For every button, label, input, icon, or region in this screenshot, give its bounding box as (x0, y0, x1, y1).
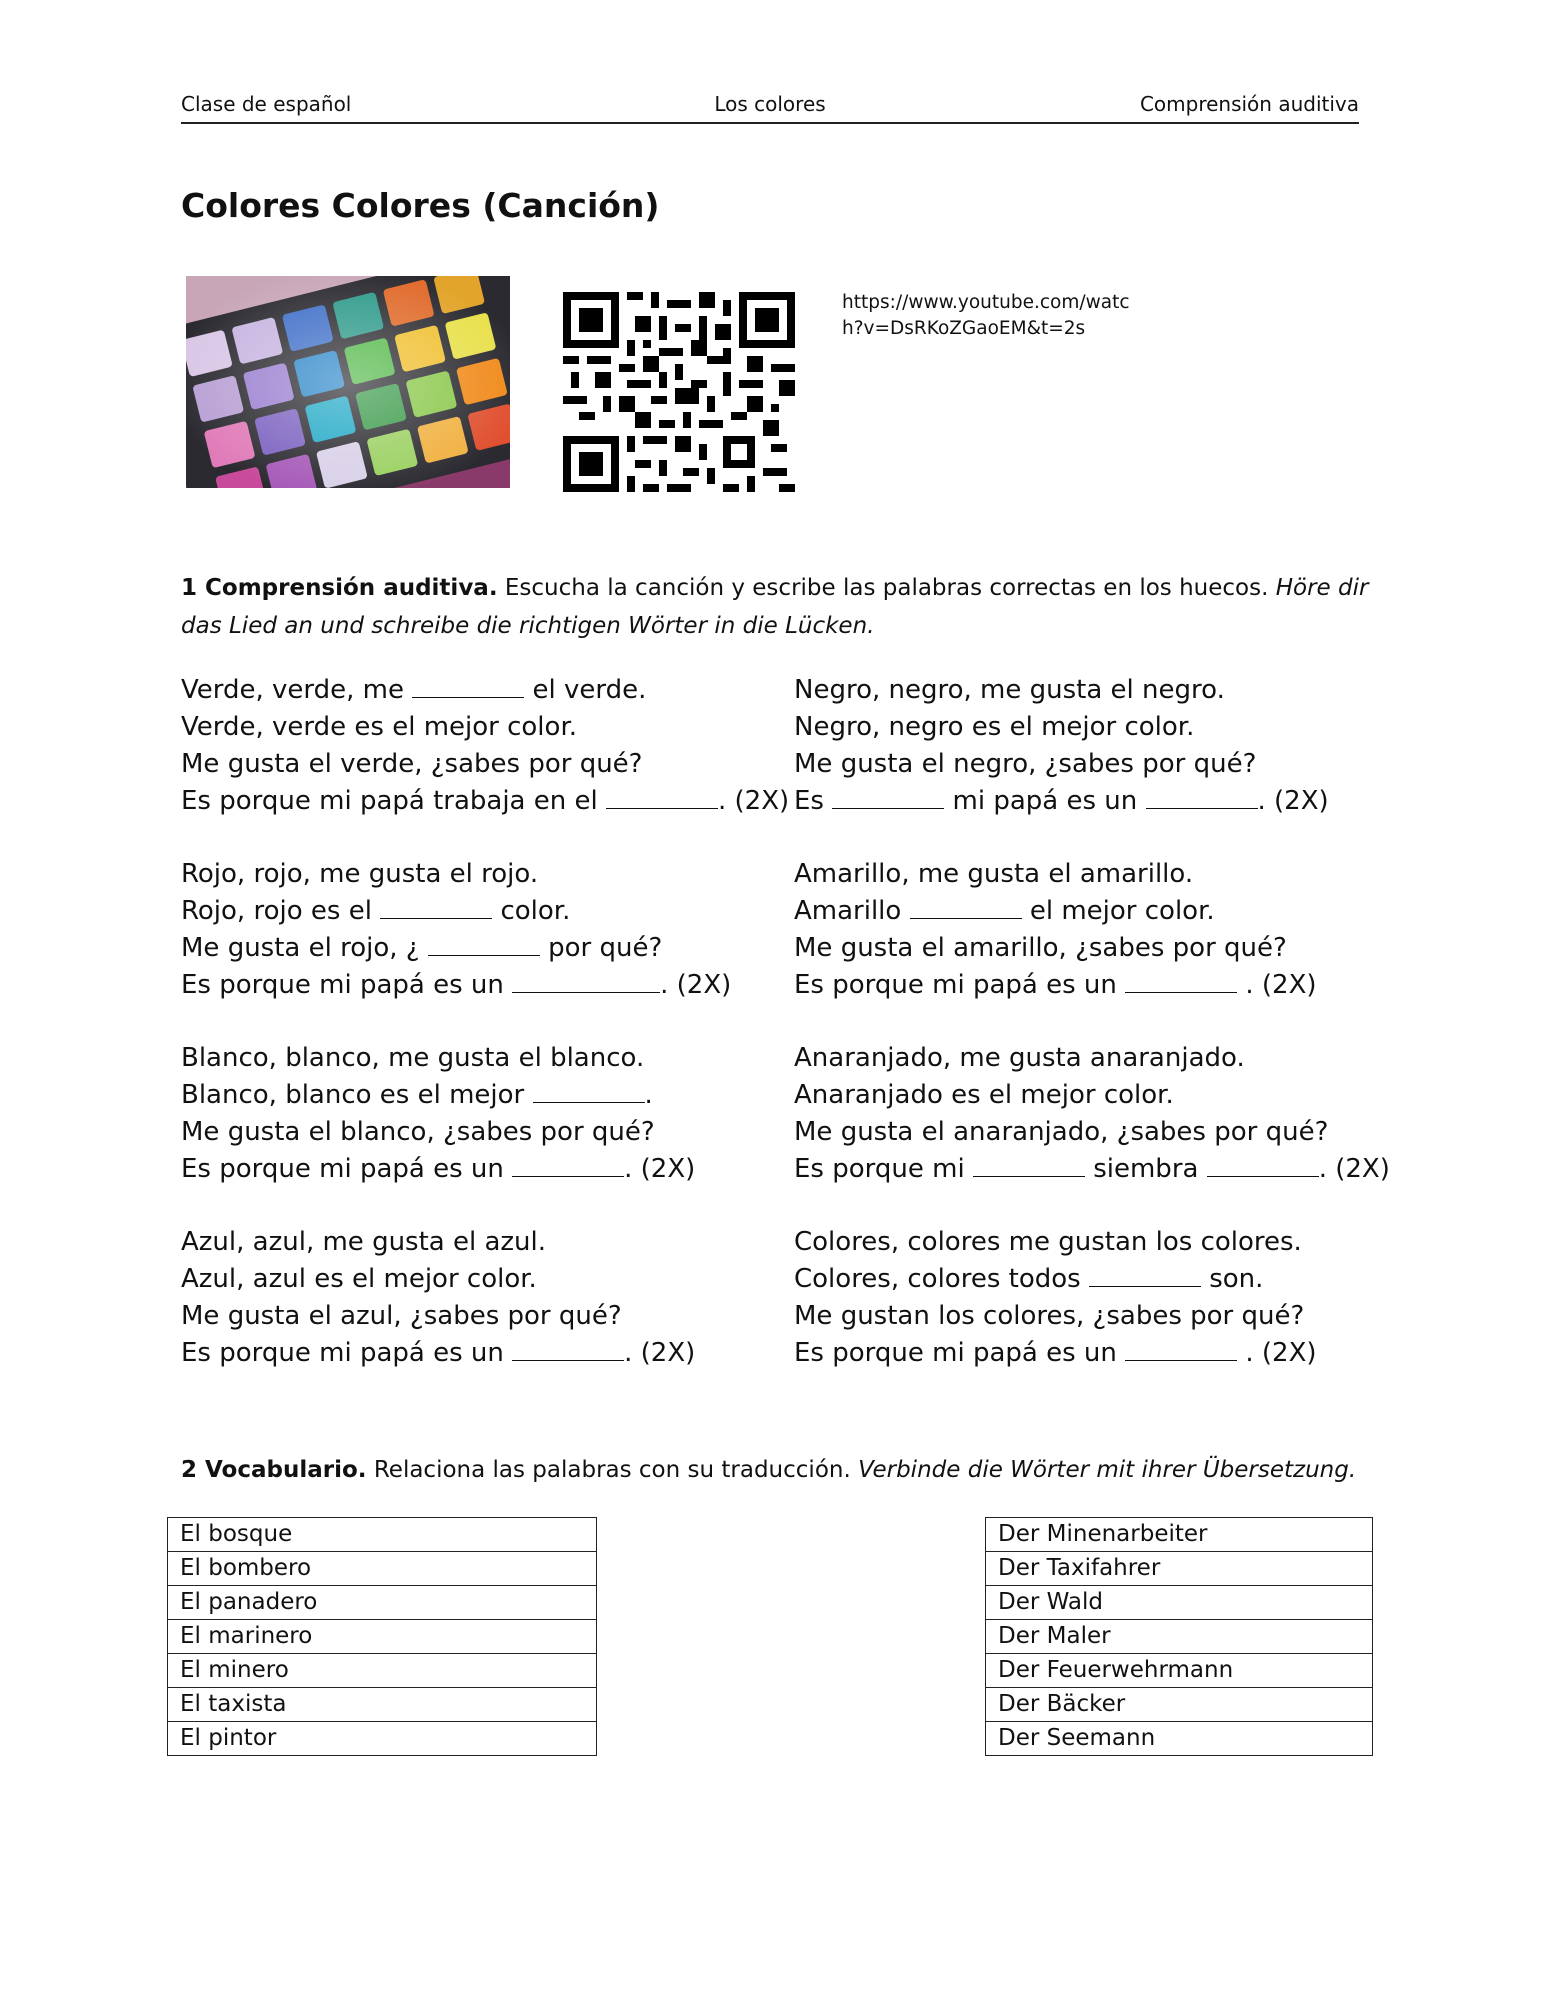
song-line (181, 967, 761, 1004)
song-line (181, 1151, 761, 1188)
vocab-translation[interactable]: Der Minenarbeiter (986, 1518, 1373, 1552)
table-row (168, 1518, 597, 1552)
exercise1-text: Escucha la canción y escribe las palabras correctas en los huecos. (497, 575, 1276, 601)
answer-blank[interactable] (412, 677, 524, 698)
stanza-blanco (181, 1040, 761, 1188)
line-text: Amarillo (794, 896, 910, 926)
vocab-word[interactable]: El taxista (168, 1688, 597, 1722)
line-text: . (2X) (624, 1154, 696, 1184)
line-text: . (2X) (1257, 786, 1329, 816)
line-text: . (2X) (624, 1338, 696, 1368)
table-row (986, 1688, 1373, 1722)
song-line: Blanco, blanco, me gusta el blanco. (181, 1043, 645, 1073)
song-column-right (794, 672, 1394, 1408)
answer-blank[interactable] (606, 788, 718, 809)
song-line: Me gusta el anaranjado, ¿sabes por qué? (794, 1117, 1329, 1147)
song-line: Azul, azul es el mejor color. (181, 1264, 537, 1294)
table-row (986, 1518, 1373, 1552)
table-row (168, 1586, 597, 1620)
vocab-translation[interactable]: Der Taxifahrer (986, 1552, 1373, 1586)
line-text: Es porque mi papá es un (181, 970, 513, 1000)
line-text: Rojo, rojo es el (181, 896, 381, 926)
line-text: Verde, verde, me (181, 675, 413, 705)
table-row (986, 1552, 1373, 1586)
song-line: Negro, negro, me gusta el negro. (794, 675, 1225, 705)
line-text: . (2X) (660, 970, 732, 1000)
line-text: . (2X) (717, 786, 790, 816)
line-text: . (2X) (1318, 1154, 1390, 1184)
song-line (794, 1261, 1394, 1298)
exercise1-instructions (181, 569, 1371, 645)
answer-blank[interactable] (380, 898, 492, 919)
song-line: Me gusta el azul, ¿sabes por qué? (181, 1301, 622, 1331)
song-line: Anaranjado, me gusta anaranjado. (794, 1043, 1245, 1073)
vocab-translation[interactable]: Der Wald (986, 1586, 1373, 1620)
song-line (794, 893, 1394, 930)
line-text: Colores, colores todos (794, 1264, 1089, 1294)
line-text: el mejor color. (1021, 896, 1215, 926)
table-row (168, 1722, 597, 1756)
stanza-verde (181, 672, 790, 820)
song-line: Amarillo, me gusta el amarillo. (794, 859, 1194, 889)
exercise2-label: 2 Vocabulario. (181, 1457, 367, 1483)
vocab-translation[interactable]: Der Seemann (986, 1722, 1373, 1756)
song-line (794, 967, 1394, 1004)
song-line: Negro, negro es el mejor color. (794, 712, 1195, 742)
song-line: Me gusta el verde, ¿sabes por qué? (181, 749, 643, 779)
answer-blank[interactable] (832, 788, 944, 809)
table-row (168, 1620, 597, 1654)
answer-blank[interactable] (1089, 1266, 1201, 1287)
song-line (794, 783, 1394, 820)
exercise1-text-de: Höre dir das Lied an und schreibe die richtigen Wörter in die Lücken. (181, 575, 1369, 639)
table-row (168, 1688, 597, 1722)
line-text: mi papá es un (944, 786, 1146, 816)
line-text: siembra (1084, 1154, 1207, 1184)
song-line: Anaranjado es el mejor color. (794, 1080, 1174, 1110)
vocab-translation[interactable]: Der Bäcker (986, 1688, 1373, 1722)
vocab-translation[interactable]: Der Feuerwehrmann (986, 1654, 1373, 1688)
stanza-rojo (181, 856, 761, 1004)
line-text: Es porque mi papá es un (181, 1154, 513, 1184)
song-line: Azul, azul, me gusta el azul. (181, 1227, 547, 1257)
stanza-negro (794, 672, 1394, 820)
song-line (794, 1151, 1394, 1188)
vocab-word[interactable]: El minero (168, 1654, 597, 1688)
exercise2-instructions (181, 1452, 1356, 1488)
line-text: por qué? (539, 933, 663, 963)
header-left: Clase de español (181, 92, 352, 116)
vocab-word[interactable]: El pintor (168, 1722, 597, 1756)
page-header (181, 92, 1359, 124)
table-row (986, 1586, 1373, 1620)
watercolor-palette-image (186, 276, 510, 488)
line-text: Es porque mi papá es un (794, 970, 1126, 1000)
table-row (986, 1654, 1373, 1688)
exercise2-text-de: Verbinde die Wörter mit ihrer Übersetzung. (858, 1457, 1357, 1483)
exercise2-text: Relaciona las palabras con su traducción. (366, 1457, 859, 1483)
line-text: . (2X) (1237, 1338, 1317, 1368)
line-text: Es porque mi papá es un (794, 1338, 1126, 1368)
line-text: color. (492, 896, 571, 926)
line-text: Es porque mi papá es un (181, 1338, 513, 1368)
table-row (986, 1722, 1373, 1756)
song-line: Me gusta el negro, ¿sabes por qué? (794, 749, 1257, 779)
header-center: Los colores (714, 92, 826, 116)
answer-blank[interactable] (1125, 1340, 1237, 1361)
answer-blank[interactable] (512, 1340, 624, 1361)
answer-blank[interactable] (1146, 788, 1258, 809)
line-text: Blanco, blanco es el mejor (181, 1080, 533, 1110)
song-line (181, 1077, 761, 1114)
stanza-colores (794, 1224, 1394, 1372)
song-line (181, 783, 790, 820)
vocab-word[interactable]: El marinero (168, 1620, 597, 1654)
song-line (794, 1335, 1394, 1372)
vocab-table-german (985, 1517, 1373, 1756)
line-text: . (2X) (1237, 970, 1317, 1000)
vocab-word[interactable]: El bombero (168, 1552, 597, 1586)
song-line (181, 672, 761, 709)
table-row (168, 1552, 597, 1586)
answer-blank[interactable] (512, 1156, 624, 1177)
answer-blank[interactable] (973, 1156, 1085, 1177)
song-line: Me gustan los colores, ¿sabes por qué? (794, 1301, 1305, 1331)
stanza-anaranjado (794, 1040, 1394, 1188)
answer-blank[interactable] (533, 1082, 645, 1103)
line-text: . (644, 1080, 653, 1110)
song-line (181, 893, 761, 930)
answer-blank[interactable] (428, 935, 540, 956)
song-line: Verde, verde es el mejor color. (181, 712, 578, 742)
song-line: Rojo, rojo, me gusta el rojo. (181, 859, 539, 889)
answer-blank[interactable] (1125, 972, 1237, 993)
table-row (168, 1654, 597, 1688)
line-text: el verde. (524, 675, 647, 705)
line-text: Es porque mi papá trabaja en el (181, 786, 606, 816)
video-link[interactable]: https://www.youtube.com/watch?v=DsRKoZGaoEM&t=2s (842, 292, 1130, 339)
song-line (181, 1335, 761, 1372)
answer-blank[interactable] (910, 898, 1022, 919)
header-right: Comprensión auditiva (1139, 92, 1359, 116)
stanza-azul (181, 1224, 761, 1372)
worksheet-title: Colores Colores (Canción) (181, 186, 660, 225)
song-line: Me gusta el blanco, ¿sabes por qué? (181, 1117, 655, 1147)
line-text: Me gusta el rojo, ¿ (181, 933, 428, 963)
qr-code[interactable] (563, 292, 795, 492)
exercise1-label: 1 Comprensión auditiva. (181, 575, 498, 601)
song-line: Me gusta el amarillo, ¿sabes por qué? (794, 933, 1287, 963)
answer-blank[interactable] (1207, 1156, 1319, 1177)
answer-blank[interactable] (512, 972, 660, 993)
line-text: son. (1200, 1264, 1264, 1294)
table-row (986, 1620, 1373, 1654)
vocab-word[interactable]: El bosque (168, 1518, 597, 1552)
song-line (181, 930, 761, 967)
vocab-translation[interactable]: Der Maler (986, 1620, 1373, 1654)
stanza-amarillo (794, 856, 1394, 1004)
line-text: Es porque mi (794, 1154, 973, 1184)
line-text: Es (794, 786, 833, 816)
song-line: Colores, colores me gustan los colores. (794, 1227, 1302, 1257)
vocab-table-spanish (167, 1517, 597, 1756)
song-column-left (181, 672, 790, 1408)
vocab-word[interactable]: El panadero (168, 1586, 597, 1620)
